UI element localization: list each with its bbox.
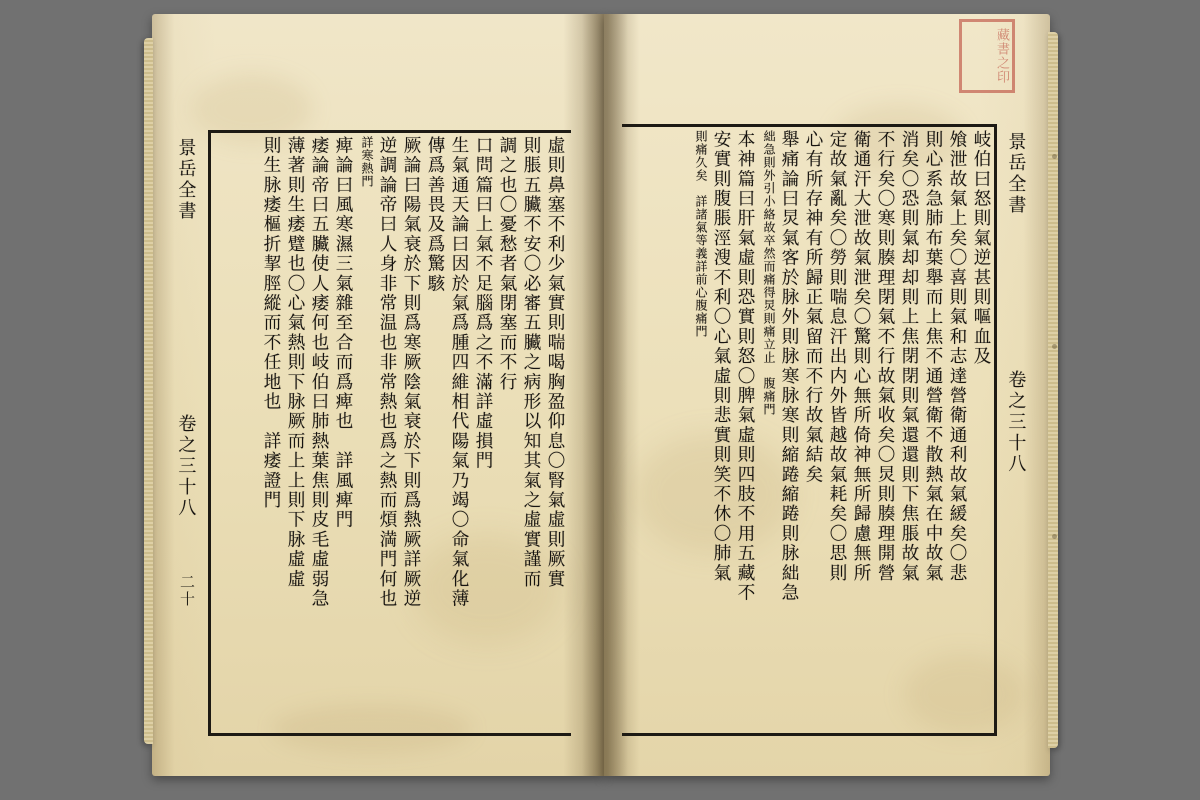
- text-column: 則脹五臟不安〇必審五臟之病形以知其氣之虛實謹而: [521, 136, 541, 590]
- text-column: 不行矣〇寒則腠理閉氣不行故氣收矣〇炅則腠理開營: [875, 130, 895, 584]
- text-column: 虛則鼻塞不利少氣實則喘喝胸盈仰息〇腎氣虛則厥實: [545, 136, 565, 590]
- text-column-annotation: 則痛久矣 詳諸氣等義詳前心腹痛門: [694, 130, 708, 338]
- text-column-annotation: 絀急則外引小絡故卒然而痛得炅則痛立止 腹痛門: [762, 130, 776, 416]
- collector-seal-stamp: 藏書之印: [959, 19, 1015, 93]
- text-column: 舉痛論曰炅氣客於脉外則脉寒脉寒則縮踡縮踡則脉絀急: [779, 130, 799, 603]
- binding-stitch: [1052, 344, 1057, 349]
- text-column: 傳爲善畏及爲驚駭: [425, 136, 445, 294]
- right-fore-edge: [1048, 32, 1058, 748]
- text-column: 痺論曰風寒濕三氣雜至合而爲痺也 詳風痺門: [333, 136, 353, 530]
- binding-stitch: [1052, 534, 1057, 539]
- binding-stitch: [1052, 154, 1057, 159]
- right-page-volume-label: 卷之三十八: [1005, 370, 1027, 475]
- text-column: 生氣通天論曰因於氣爲腫四維相代陽氣乃竭〇命氣化薄: [449, 136, 469, 609]
- text-column: 逆調論帝曰人身非常温也非常熱也爲之熱而煩満門何也: [377, 136, 397, 609]
- left-fore-edge: [144, 38, 153, 744]
- right-page: [604, 14, 1050, 776]
- text-column: 消矣〇恐則氣却却則上焦閉閉則氣還還則下焦脹故氣: [899, 130, 919, 584]
- left-page: [152, 14, 604, 776]
- text-column: 則生脉痿樞折挈脛縱而不任地也 詳痿證門: [261, 136, 281, 511]
- left-page-volume-label: 卷之三十八: [175, 414, 197, 519]
- text-column: 安實則腹脹涇溲不利〇心氣虛則悲實則笑不休〇肺氣: [711, 130, 731, 584]
- text-column: 厥論曰陽氣衰於下則爲寒厥陰氣衰於下則爲熱厥詳厥逆: [401, 136, 421, 609]
- right-page-header-title: 景岳全書: [1005, 132, 1027, 216]
- text-column: 痿論帝曰五臟使人痿何也岐伯曰肺熱葉焦則皮毛虛弱急: [309, 136, 329, 609]
- text-column: 薄著則生痿躄也〇心氣熱則下脉厥而上上則下脉虛虛: [285, 136, 305, 590]
- text-column: 本神篇曰肝氣虛則恐實則怒〇脾氣虛則四肢不用五藏不: [735, 130, 755, 603]
- text-column: 飧泄故氣上矣〇喜則氣和志達營衛通利故氣緩矣〇悲: [947, 130, 967, 584]
- text-column: 岐伯曰怒則氣逆甚則嘔血及: [971, 130, 991, 367]
- text-column: 心有所存神有所歸正氣留而不行故氣結矣: [803, 130, 823, 485]
- text-column: 則心系急肺布葉舉而上焦不通營衛不散熱氣在中故氣: [923, 130, 943, 584]
- text-column: 調之也〇憂愁者氣閉塞而不行: [497, 136, 517, 393]
- text-column-annotation: 詳寒熱門: [360, 136, 374, 188]
- left-page-header-title: 景岳全書: [175, 138, 197, 222]
- text-column: 定故氣亂矣〇勞則喘息汗出内外皆越故氣耗矣〇思則: [827, 130, 847, 584]
- text-column: 口問篇曰上氣不足腦爲之不滿詳虛損門: [473, 136, 493, 471]
- left-page-number: 二十: [178, 574, 196, 608]
- open-book: [152, 14, 1050, 776]
- text-column: 衛通汗大泄故氣泄矣〇驚則心無所倚神無所歸慮無所: [851, 130, 871, 584]
